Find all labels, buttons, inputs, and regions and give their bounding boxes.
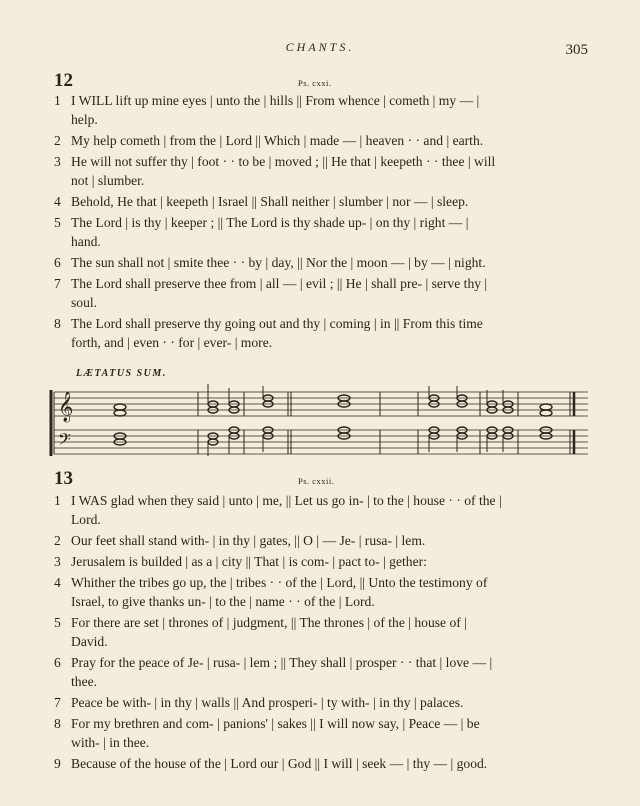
verse-text [71, 213, 589, 251]
verse-line: not | slumber. [71, 173, 145, 188]
music-title: LÆTATUS SUM. [76, 368, 167, 379]
running-header: CHANTS. [285, 40, 355, 54]
verse-line: My help cometh | from the | Lord || Which | made — | heaven · · and | earth. [71, 133, 484, 148]
verse-number: 4 [54, 194, 61, 209]
verse-number: 3 [54, 554, 61, 569]
verse-number: 8 [54, 316, 61, 331]
verse-text [71, 192, 589, 211]
verse [54, 491, 589, 529]
verse-line: He will not suffer thy | foot · · to be | moved ; || He that | keepeth · · thee | will [71, 154, 496, 169]
verse-text [71, 253, 589, 272]
verse-line: Pray for the peace of Je- | rusa- | lem ; || They shall | prosper · · that | love — | [71, 655, 493, 670]
verse [54, 213, 589, 251]
verse-line: Behold, He that | keepeth | Israel || Shall neither | slumber | nor — | sleep. [71, 194, 469, 209]
verse-text [71, 314, 589, 352]
verse [54, 274, 589, 312]
verse-line: hand. [71, 234, 101, 249]
verse-text [71, 91, 589, 129]
verse-line: Lord. [71, 512, 101, 527]
verse-number: 4 [54, 575, 61, 590]
verse-line: The Lord | is thy | keeper ; || The Lord is thy shade up- | on thy | right — | [71, 215, 469, 230]
verse-line: The Lord shall preserve thy going out and thy | coming | in || From this time [71, 316, 483, 331]
verse-line: forth, and | even · · for | ever- | more. [71, 335, 273, 350]
verse-line: thee. [71, 674, 98, 689]
verse-line: Israel, to give thanks un- | to the | name · · of the | Lord. [71, 594, 375, 609]
verse-text [71, 274, 589, 312]
verse-line: help. [71, 112, 98, 127]
chant-13-verses [54, 491, 589, 773]
verse-text [71, 491, 589, 529]
verse [54, 152, 589, 190]
verse [54, 653, 589, 691]
verse-number: 6 [54, 655, 61, 670]
verse-line: The Lord shall preserve thee from | all — | evil ; || He | shall pre- | serve thy | [71, 276, 488, 291]
verse [54, 531, 589, 550]
verse-text [71, 152, 589, 190]
verse-line: For there are set | thrones of | judgment, || The thrones | of the | house of | [71, 615, 467, 630]
verse-text [71, 693, 589, 712]
verse-number: 5 [54, 615, 61, 630]
verse-text [71, 552, 589, 571]
verse-text [71, 573, 589, 611]
verse-number: 3 [54, 154, 61, 169]
verse-line: I WAS glad when they said | unto | me, || Let us go in- | to the | house · · of the | [71, 493, 502, 508]
verse [54, 314, 589, 352]
verse-line: soul. [71, 295, 98, 310]
psalm-reference-13: Ps. cxxii. [298, 476, 335, 486]
verse [54, 91, 589, 129]
chant-12-verses [54, 91, 589, 352]
chant-music-score [48, 378, 593, 456]
verse-line: I WILL lift up mine eyes | unto the | hills || From whence | cometh | my — | [71, 93, 480, 108]
verse-line: The sun shall not | smite thee · · by | day, || Nor the | moon — | by — | night. [71, 255, 486, 270]
verse-number: 2 [54, 533, 61, 548]
verse-line: with- | in thee. [71, 735, 150, 750]
psalm-reference-12: Ps. cxxi. [298, 78, 332, 88]
verse-text [71, 613, 589, 651]
verse-text [71, 131, 589, 150]
verse-number: 9 [54, 756, 61, 771]
verse-text [71, 653, 589, 691]
verse-line: Peace be with- | in thy | walls || And prosperi- | ty with- | in thy | palaces. [71, 695, 464, 710]
verse-line: Whither the tribes go up, the | tribes · · of the | Lord, || Unto the testimony of [71, 575, 488, 590]
verse-text [71, 754, 589, 773]
verse-line: For my brethren and com- | panions' | sakes || I will now say, | Peace — | be [71, 716, 480, 731]
verse-number: 1 [54, 93, 61, 108]
verse [54, 131, 589, 150]
verse-line: Jerusalem is builded | as a | city || That | is com- | pact to- | gether: [71, 554, 427, 569]
chant-number-13: 13 [54, 468, 73, 489]
verse-line: David. [71, 634, 108, 649]
verse [54, 754, 589, 773]
verse-number: 5 [54, 215, 61, 230]
page-number: 305 [565, 42, 588, 58]
verse-line: Because of the house of the | Lord our | God || I will | seek — | thy — | good. [71, 756, 488, 771]
verse-text [71, 531, 589, 550]
verse-number: 6 [54, 255, 61, 270]
verse [54, 192, 589, 211]
verse-line: Our feet shall stand with- | in thy | gates, || O | — Je- | rusa- | lem. [71, 533, 426, 548]
verse [54, 613, 589, 651]
verse-number: 1 [54, 493, 61, 508]
verse [54, 573, 589, 611]
bass-clef-icon: 𝄢 [58, 429, 71, 453]
verse [54, 552, 589, 571]
verse-text [71, 714, 589, 752]
verse-number: 7 [54, 695, 61, 710]
verse [54, 693, 589, 712]
verse [54, 253, 589, 272]
chant-number-12: 12 [54, 70, 73, 91]
verse-number: 2 [54, 133, 61, 148]
verse-number: 8 [54, 716, 61, 731]
treble-clef-icon: 𝄞 [58, 392, 74, 422]
verse-number: 7 [54, 276, 61, 291]
verse [54, 714, 589, 752]
